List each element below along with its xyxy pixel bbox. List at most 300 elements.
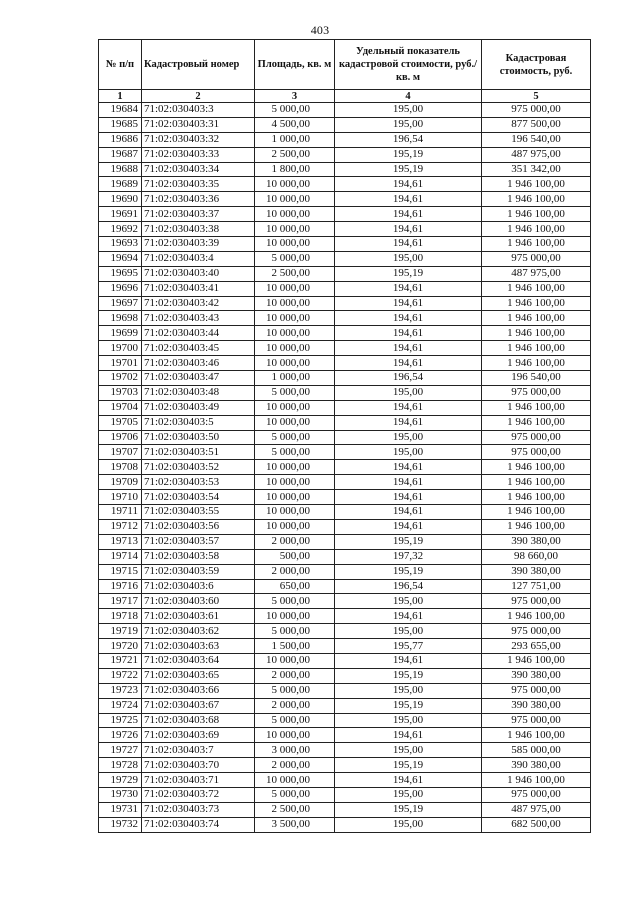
area-value: 10 000,00 bbox=[255, 475, 335, 490]
cost-value: 487 975,00 bbox=[482, 266, 591, 281]
row-number: 19713 bbox=[99, 534, 142, 549]
rate-value: 194,61 bbox=[335, 281, 482, 296]
row-number: 19693 bbox=[99, 237, 142, 252]
table-row bbox=[99, 117, 591, 132]
cost-value: 1 946 100,00 bbox=[482, 222, 591, 237]
area-value: 2 000,00 bbox=[255, 758, 335, 773]
cadastral-number: 71:02:030403:3 bbox=[142, 103, 255, 118]
cadastral-value-table bbox=[98, 39, 591, 833]
rate-value: 195,19 bbox=[335, 758, 482, 773]
cost-value: 1 946 100,00 bbox=[482, 400, 591, 415]
cadastral-number: 71:02:030403:60 bbox=[142, 594, 255, 609]
rate-value: 194,61 bbox=[335, 400, 482, 415]
cost-value: 877 500,00 bbox=[482, 117, 591, 132]
cadastral-number: 71:02:030403:61 bbox=[142, 609, 255, 624]
table-row bbox=[99, 222, 591, 237]
table-row bbox=[99, 683, 591, 698]
cadastral-number: 71:02:030403:70 bbox=[142, 758, 255, 773]
cadastral-number: 71:02:030403:47 bbox=[142, 371, 255, 386]
cost-value: 1 946 100,00 bbox=[482, 415, 591, 430]
row-number: 19730 bbox=[99, 787, 142, 802]
cadastral-number: 71:02:030403:48 bbox=[142, 385, 255, 400]
row-number: 19722 bbox=[99, 668, 142, 683]
row-number: 19688 bbox=[99, 162, 142, 177]
table-row bbox=[99, 475, 591, 490]
cadastral-number: 71:02:030403:51 bbox=[142, 445, 255, 460]
row-number: 19718 bbox=[99, 609, 142, 624]
column-number: 4 bbox=[335, 90, 482, 103]
rate-value: 195,00 bbox=[335, 743, 482, 758]
rate-value: 194,61 bbox=[335, 653, 482, 668]
rate-value: 195,19 bbox=[335, 668, 482, 683]
cost-value: 1 946 100,00 bbox=[482, 237, 591, 252]
cadastral-number: 71:02:030403:35 bbox=[142, 177, 255, 192]
rate-value: 194,61 bbox=[335, 415, 482, 430]
area-value: 10 000,00 bbox=[255, 490, 335, 505]
table-row bbox=[99, 564, 591, 579]
area-value: 5 000,00 bbox=[255, 683, 335, 698]
area-value: 10 000,00 bbox=[255, 177, 335, 192]
rate-value: 194,61 bbox=[335, 460, 482, 475]
row-number: 19715 bbox=[99, 564, 142, 579]
rate-value: 194,61 bbox=[335, 609, 482, 624]
cost-value: 975 000,00 bbox=[482, 594, 591, 609]
area-value: 3 000,00 bbox=[255, 743, 335, 758]
table-row bbox=[99, 534, 591, 549]
area-value: 5 000,00 bbox=[255, 103, 335, 118]
rate-value: 195,00 bbox=[335, 445, 482, 460]
rate-value: 194,61 bbox=[335, 237, 482, 252]
cadastral-number: 71:02:030403:74 bbox=[142, 817, 255, 832]
cadastral-number: 71:02:030403:52 bbox=[142, 460, 255, 475]
row-number: 19721 bbox=[99, 653, 142, 668]
cadastral-number: 71:02:030403:62 bbox=[142, 624, 255, 639]
area-value: 10 000,00 bbox=[255, 192, 335, 207]
cadastral-number: 71:02:030403:7 bbox=[142, 743, 255, 758]
rate-value: 194,61 bbox=[335, 356, 482, 371]
rate-value: 194,61 bbox=[335, 519, 482, 534]
table-row bbox=[99, 445, 591, 460]
column-number: 3 bbox=[255, 90, 335, 103]
table-row bbox=[99, 802, 591, 817]
table-row bbox=[99, 356, 591, 371]
area-value: 10 000,00 bbox=[255, 773, 335, 788]
area-value: 10 000,00 bbox=[255, 281, 335, 296]
cost-value: 975 000,00 bbox=[482, 624, 591, 639]
area-value: 10 000,00 bbox=[255, 296, 335, 311]
row-number: 19696 bbox=[99, 281, 142, 296]
cadastral-number: 71:02:030403:36 bbox=[142, 192, 255, 207]
area-value: 10 000,00 bbox=[255, 505, 335, 520]
cadastral-number: 71:02:030403:58 bbox=[142, 549, 255, 564]
table-row bbox=[99, 579, 591, 594]
table-row bbox=[99, 817, 591, 832]
area-value: 1 000,00 bbox=[255, 371, 335, 386]
table-row bbox=[99, 505, 591, 520]
table-row bbox=[99, 773, 591, 788]
rate-value: 195,19 bbox=[335, 162, 482, 177]
row-number: 19706 bbox=[99, 430, 142, 445]
row-number: 19686 bbox=[99, 132, 142, 147]
rate-value: 195,00 bbox=[335, 117, 482, 132]
row-number: 19702 bbox=[99, 371, 142, 386]
cost-value: 1 946 100,00 bbox=[482, 177, 591, 192]
rate-value: 194,61 bbox=[335, 475, 482, 490]
cost-value: 390 380,00 bbox=[482, 564, 591, 579]
area-value: 2 500,00 bbox=[255, 802, 335, 817]
row-number: 19710 bbox=[99, 490, 142, 505]
area-value: 10 000,00 bbox=[255, 222, 335, 237]
cadastral-number: 71:02:030403:41 bbox=[142, 281, 255, 296]
table-row bbox=[99, 653, 591, 668]
table-row bbox=[99, 385, 591, 400]
table-row bbox=[99, 207, 591, 222]
area-value: 10 000,00 bbox=[255, 237, 335, 252]
area-value: 1 000,00 bbox=[255, 132, 335, 147]
area-value: 10 000,00 bbox=[255, 609, 335, 624]
rate-value: 195,00 bbox=[335, 594, 482, 609]
area-value: 10 000,00 bbox=[255, 400, 335, 415]
rate-value: 195,00 bbox=[335, 251, 482, 266]
rate-value: 194,61 bbox=[335, 296, 482, 311]
area-value: 10 000,00 bbox=[255, 311, 335, 326]
area-value: 2 500,00 bbox=[255, 147, 335, 162]
area-value: 10 000,00 bbox=[255, 356, 335, 371]
row-number: 19724 bbox=[99, 698, 142, 713]
row-number: 19697 bbox=[99, 296, 142, 311]
rate-value: 195,00 bbox=[335, 713, 482, 728]
cost-value: 1 946 100,00 bbox=[482, 490, 591, 505]
cadastral-number: 71:02:030403:43 bbox=[142, 311, 255, 326]
row-number: 19716 bbox=[99, 579, 142, 594]
rate-value: 195,00 bbox=[335, 430, 482, 445]
cadastral-number: 71:02:030403:50 bbox=[142, 430, 255, 445]
table-row bbox=[99, 266, 591, 281]
cost-value: 1 946 100,00 bbox=[482, 475, 591, 490]
cadastral-number: 71:02:030403:40 bbox=[142, 266, 255, 281]
area-value: 5 000,00 bbox=[255, 787, 335, 802]
table-row bbox=[99, 713, 591, 728]
row-number: 19703 bbox=[99, 385, 142, 400]
row-number: 19720 bbox=[99, 639, 142, 654]
rate-value: 195,00 bbox=[335, 787, 482, 802]
rate-value: 194,61 bbox=[335, 192, 482, 207]
row-number: 19692 bbox=[99, 222, 142, 237]
cadastral-number: 71:02:030403:63 bbox=[142, 639, 255, 654]
cadastral-number: 71:02:030403:73 bbox=[142, 802, 255, 817]
row-number: 19714 bbox=[99, 549, 142, 564]
cadastral-number: 71:02:030403:71 bbox=[142, 773, 255, 788]
rate-value: 197,32 bbox=[335, 549, 482, 564]
area-value: 10 000,00 bbox=[255, 341, 335, 356]
column-number: 2 bbox=[142, 90, 255, 103]
cost-value: 1 946 100,00 bbox=[482, 728, 591, 743]
cost-value: 390 380,00 bbox=[482, 698, 591, 713]
area-value: 10 000,00 bbox=[255, 519, 335, 534]
table-row bbox=[99, 787, 591, 802]
rate-value: 195,19 bbox=[335, 564, 482, 579]
cost-value: 975 000,00 bbox=[482, 430, 591, 445]
table-row bbox=[99, 341, 591, 356]
cost-value: 1 946 100,00 bbox=[482, 653, 591, 668]
cadastral-number: 71:02:030403:53 bbox=[142, 475, 255, 490]
cost-value: 127 751,00 bbox=[482, 579, 591, 594]
cadastral-number: 71:02:030403:65 bbox=[142, 668, 255, 683]
cost-value: 390 380,00 bbox=[482, 668, 591, 683]
area-value: 5 000,00 bbox=[255, 385, 335, 400]
table-row bbox=[99, 415, 591, 430]
area-value: 10 000,00 bbox=[255, 415, 335, 430]
table-row bbox=[99, 624, 591, 639]
row-number: 19711 bbox=[99, 505, 142, 520]
table-row bbox=[99, 743, 591, 758]
rate-value: 194,61 bbox=[335, 177, 482, 192]
cost-value: 1 946 100,00 bbox=[482, 192, 591, 207]
cost-value: 1 946 100,00 bbox=[482, 505, 591, 520]
cost-value: 975 000,00 bbox=[482, 787, 591, 802]
area-value: 5 000,00 bbox=[255, 445, 335, 460]
table-row bbox=[99, 162, 591, 177]
cost-value: 975 000,00 bbox=[482, 683, 591, 698]
rate-value: 195,19 bbox=[335, 802, 482, 817]
table-row bbox=[99, 326, 591, 341]
rate-value: 196,54 bbox=[335, 579, 482, 594]
cadastral-number: 71:02:030403:39 bbox=[142, 237, 255, 252]
table-row bbox=[99, 698, 591, 713]
row-number: 19712 bbox=[99, 519, 142, 534]
row-number: 19698 bbox=[99, 311, 142, 326]
cost-value: 390 380,00 bbox=[482, 758, 591, 773]
area-value: 5 000,00 bbox=[255, 251, 335, 266]
row-number: 19728 bbox=[99, 758, 142, 773]
table-row bbox=[99, 519, 591, 534]
area-value: 2 000,00 bbox=[255, 668, 335, 683]
cost-value: 1 946 100,00 bbox=[482, 296, 591, 311]
cadastral-number: 71:02:030403:72 bbox=[142, 787, 255, 802]
rate-value: 194,61 bbox=[335, 311, 482, 326]
row-number: 19727 bbox=[99, 743, 142, 758]
cadastral-number: 71:02:030403:4 bbox=[142, 251, 255, 266]
table-row bbox=[99, 281, 591, 296]
row-number: 19732 bbox=[99, 817, 142, 832]
cadastral-number: 71:02:030403:59 bbox=[142, 564, 255, 579]
rate-value: 196,54 bbox=[335, 132, 482, 147]
cost-value: 975 000,00 bbox=[482, 445, 591, 460]
table-row bbox=[99, 177, 591, 192]
area-value: 10 000,00 bbox=[255, 326, 335, 341]
cadastral-number: 71:02:030403:31 bbox=[142, 117, 255, 132]
cost-value: 585 000,00 bbox=[482, 743, 591, 758]
row-number: 19685 bbox=[99, 117, 142, 132]
cadastral-number: 71:02:030403:46 bbox=[142, 356, 255, 371]
table-row bbox=[99, 430, 591, 445]
row-number: 19717 bbox=[99, 594, 142, 609]
area-value: 650,00 bbox=[255, 579, 335, 594]
table-row bbox=[99, 132, 591, 147]
cadastral-number: 71:02:030403:5 bbox=[142, 415, 255, 430]
table-row bbox=[99, 758, 591, 773]
cadastral-number: 71:02:030403:37 bbox=[142, 207, 255, 222]
rate-value: 195,00 bbox=[335, 683, 482, 698]
cadastral-number: 71:02:030403:57 bbox=[142, 534, 255, 549]
page-number: 403 bbox=[310, 23, 330, 37]
cost-value: 1 946 100,00 bbox=[482, 207, 591, 222]
cadastral-number: 71:02:030403:42 bbox=[142, 296, 255, 311]
row-number: 19699 bbox=[99, 326, 142, 341]
cost-value: 1 946 100,00 bbox=[482, 609, 591, 624]
cost-value: 1 946 100,00 bbox=[482, 326, 591, 341]
row-number: 19729 bbox=[99, 773, 142, 788]
cost-value: 196 540,00 bbox=[482, 132, 591, 147]
cadastral-number: 71:02:030403:69 bbox=[142, 728, 255, 743]
row-number: 19707 bbox=[99, 445, 142, 460]
area-value: 2 000,00 bbox=[255, 534, 335, 549]
rate-value: 195,19 bbox=[335, 534, 482, 549]
cadastral-number: 71:02:030403:56 bbox=[142, 519, 255, 534]
cost-value: 682 500,00 bbox=[482, 817, 591, 832]
rate-value: 195,00 bbox=[335, 624, 482, 639]
row-number: 19725 bbox=[99, 713, 142, 728]
table-header bbox=[99, 40, 591, 90]
rate-value: 195,19 bbox=[335, 147, 482, 162]
cadastral-number: 71:02:030403:6 bbox=[142, 579, 255, 594]
area-value: 5 000,00 bbox=[255, 430, 335, 445]
cadastral-number: 71:02:030403:66 bbox=[142, 683, 255, 698]
table-row bbox=[99, 609, 591, 624]
table-row bbox=[99, 147, 591, 162]
cost-value: 1 946 100,00 bbox=[482, 341, 591, 356]
table-row bbox=[99, 311, 591, 326]
row-number: 19694 bbox=[99, 251, 142, 266]
rate-value: 194,61 bbox=[335, 341, 482, 356]
row-number: 19690 bbox=[99, 192, 142, 207]
row-number: 19691 bbox=[99, 207, 142, 222]
table-row bbox=[99, 460, 591, 475]
table-body bbox=[99, 90, 591, 833]
rate-value: 195,19 bbox=[335, 266, 482, 281]
cadastral-number: 71:02:030403:44 bbox=[142, 326, 255, 341]
cost-value: 487 975,00 bbox=[482, 802, 591, 817]
area-value: 5 000,00 bbox=[255, 624, 335, 639]
rate-value: 195,00 bbox=[335, 817, 482, 832]
area-value: 1 800,00 bbox=[255, 162, 335, 177]
table-row bbox=[99, 192, 591, 207]
cadastral-number: 71:02:030403:54 bbox=[142, 490, 255, 505]
rate-value: 194,61 bbox=[335, 222, 482, 237]
rate-value: 194,61 bbox=[335, 773, 482, 788]
area-value: 4 500,00 bbox=[255, 117, 335, 132]
column-number-row bbox=[99, 90, 591, 103]
table-row bbox=[99, 594, 591, 609]
rate-value: 194,61 bbox=[335, 326, 482, 341]
header-area: Площадь, кв. м bbox=[255, 40, 335, 90]
table-row bbox=[99, 549, 591, 564]
area-value: 10 000,00 bbox=[255, 728, 335, 743]
table-row bbox=[99, 237, 591, 252]
header-num: № п/п bbox=[99, 40, 142, 90]
cadastral-number: 71:02:030403:34 bbox=[142, 162, 255, 177]
row-number: 19701 bbox=[99, 356, 142, 371]
row-number: 19704 bbox=[99, 400, 142, 415]
header-cadastral-number: Кадастровый номер bbox=[142, 40, 255, 90]
cadastral-number: 71:02:030403:38 bbox=[142, 222, 255, 237]
table-row bbox=[99, 296, 591, 311]
row-number: 19700 bbox=[99, 341, 142, 356]
row-number: 19705 bbox=[99, 415, 142, 430]
rate-value: 195,77 bbox=[335, 639, 482, 654]
rate-value: 195,00 bbox=[335, 103, 482, 118]
cadastral-number: 71:02:030403:55 bbox=[142, 505, 255, 520]
area-value: 2 000,00 bbox=[255, 698, 335, 713]
rate-value: 194,61 bbox=[335, 207, 482, 222]
row-number: 19726 bbox=[99, 728, 142, 743]
cadastral-number: 71:02:030403:67 bbox=[142, 698, 255, 713]
table-row bbox=[99, 668, 591, 683]
cost-value: 196 540,00 bbox=[482, 371, 591, 386]
area-value: 1 500,00 bbox=[255, 639, 335, 654]
column-number: 5 bbox=[482, 90, 591, 103]
area-value: 500,00 bbox=[255, 549, 335, 564]
cost-value: 975 000,00 bbox=[482, 251, 591, 266]
rate-value: 195,19 bbox=[335, 698, 482, 713]
row-number: 19709 bbox=[99, 475, 142, 490]
table-row bbox=[99, 639, 591, 654]
row-number: 19708 bbox=[99, 460, 142, 475]
cost-value: 975 000,00 bbox=[482, 713, 591, 728]
rate-value: 194,61 bbox=[335, 490, 482, 505]
table-row bbox=[99, 251, 591, 266]
row-number: 19689 bbox=[99, 177, 142, 192]
cost-value: 1 946 100,00 bbox=[482, 773, 591, 788]
row-number: 19731 bbox=[99, 802, 142, 817]
cost-value: 975 000,00 bbox=[482, 385, 591, 400]
cadastral-number: 71:02:030403:45 bbox=[142, 341, 255, 356]
rate-value: 195,00 bbox=[335, 385, 482, 400]
cadastral-number: 71:02:030403:68 bbox=[142, 713, 255, 728]
rate-value: 194,61 bbox=[335, 728, 482, 743]
header-cost: Кадастровая стоимость, руб. bbox=[482, 40, 591, 90]
rate-value: 194,61 bbox=[335, 505, 482, 520]
rate-value: 196,54 bbox=[335, 371, 482, 386]
table-row bbox=[99, 371, 591, 386]
area-value: 5 000,00 bbox=[255, 713, 335, 728]
cost-value: 98 660,00 bbox=[482, 549, 591, 564]
area-value: 2 500,00 bbox=[255, 266, 335, 281]
area-value: 5 000,00 bbox=[255, 594, 335, 609]
cost-value: 1 946 100,00 bbox=[482, 281, 591, 296]
area-value: 10 000,00 bbox=[255, 460, 335, 475]
area-value: 3 500,00 bbox=[255, 817, 335, 832]
header-row bbox=[99, 40, 591, 90]
row-number: 19684 bbox=[99, 103, 142, 118]
row-number: 19723 bbox=[99, 683, 142, 698]
area-value: 10 000,00 bbox=[255, 653, 335, 668]
table-row bbox=[99, 728, 591, 743]
row-number: 19719 bbox=[99, 624, 142, 639]
cost-value: 487 975,00 bbox=[482, 147, 591, 162]
cost-value: 1 946 100,00 bbox=[482, 460, 591, 475]
cost-value: 293 655,00 bbox=[482, 639, 591, 654]
cadastral-number: 71:02:030403:64 bbox=[142, 653, 255, 668]
row-number: 19695 bbox=[99, 266, 142, 281]
cost-value: 390 380,00 bbox=[482, 534, 591, 549]
row-number: 19687 bbox=[99, 147, 142, 162]
header-rate: Удельный показатель кадастровой стоимости, руб./кв. м bbox=[335, 40, 482, 90]
cost-value: 351 342,00 bbox=[482, 162, 591, 177]
cost-value: 1 946 100,00 bbox=[482, 519, 591, 534]
cadastral-number: 71:02:030403:49 bbox=[142, 400, 255, 415]
cost-value: 975 000,00 bbox=[482, 103, 591, 118]
